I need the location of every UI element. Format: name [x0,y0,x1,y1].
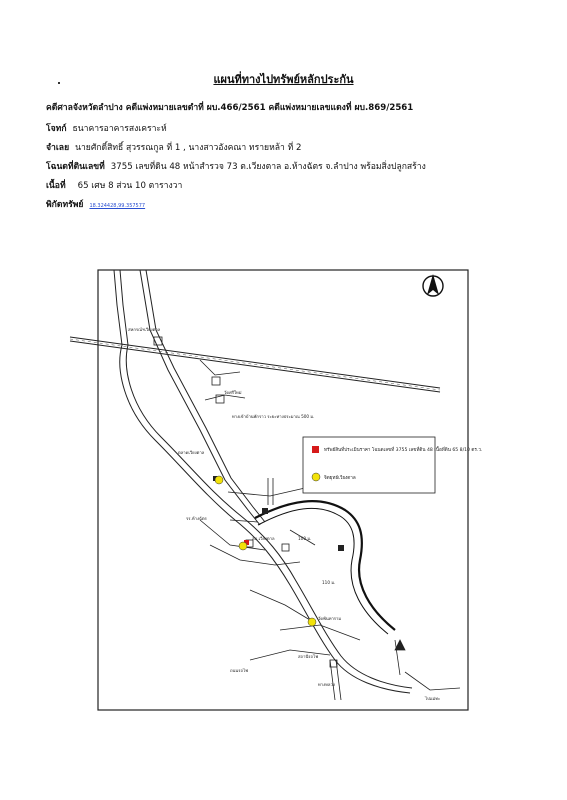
secondary-road [140,270,265,525]
map-label-hospital: สหกรณ์ฯเวียงตาล [128,327,161,332]
area-line [46,178,182,192]
legend-landmark-swatch [312,473,320,481]
map-label-temple: วัดพันทาราม [318,616,342,621]
map-label-bottom-right: ไปแม่ทะ [425,696,441,701]
map-label-road-bottom: ทางหลวง [318,682,335,687]
east-road [255,501,395,634]
coords-label: พิกัดทรัพย์ [46,200,84,210]
deed-line [46,159,426,173]
legend-property-swatch [312,446,319,453]
map-label-police: สภ.เวียงตาล [252,536,275,541]
local-roads [200,360,460,700]
landmark-marker-3 [308,618,316,626]
defendant-label: จำเลย [46,143,70,153]
coords-line [46,197,145,211]
map-label-distance: ทางเข้าบ้านพักราว ระยะทางประมาณ 500 ม. [232,414,315,419]
court-case-line: คดีศาลจังหวัดลำปาง คดีแพ่งหมายเลขดำที่ ผบ.466/2561 คดีแพ่งหมายเลขแดงที่ ผบ.869/2561 [46,103,414,113]
map-label-wat: วัดศรีใหม่ [224,390,242,395]
route-map [0,255,567,725]
coords-link[interactable]: 18.324428,99.357577 [89,203,146,209]
deed-value: 3755 เลขที่ดิน 48 หน้าสำรวจ 73 ต.เวียงตาล อ.ห้างฉัตร จ.ลำปาง พร้อมสิ่งปลูกสร้าง [110,162,426,172]
map-legend [303,437,482,493]
stray-mark [58,82,60,84]
landmark-marker-1 [215,476,223,484]
landmark-marker-2 [239,542,247,550]
deed-label: โฉนดที่ดินเลขที่ [46,162,105,172]
defendant-value: นายศักดิ์สิทธิ์ สุวรรณกูล ที่ 1 , นางสาวอังคณา ทรายหล้า ที่ 2 [75,143,302,153]
page-title: แผนที่ทางไปทรัพย์หลักประกัน [213,73,354,86]
map-label-market: ตลาดเวียงตาล [178,450,205,455]
railway-line [70,337,440,392]
map-label-km2: 110 ม. [322,580,336,585]
map-label-km: 100 ม. [298,536,312,541]
area-label: เนื้อที่ [46,181,66,191]
map-label-school: รร.ห้างฉัตร [186,516,207,521]
map-label-bottom-mid: ถนนรถไฟ [230,668,249,673]
plaintiff-value: ธนาคารอาคารสงเคราะห์ [72,124,167,134]
building-icons [154,337,405,667]
defendant-line [46,140,301,154]
map-label-station: สถานีรถไฟ [298,654,319,659]
plaintiff-label: โจทก์ [46,124,67,134]
north-arrow-icon [423,274,443,296]
area-value: 65 เศษ 8 ส่วน 10 ตารางวา [77,181,183,191]
legend-landmark-label: จิตยุทธ์เวียงตาล [324,476,356,481]
legend-property-label: ทรัพย์สินที่ประเมินราคา โฉนดเลขที่ 3755 เลขที่ดิน 48 เนื้อที่ดิน 65 8/10 ตร.ว. [324,448,483,453]
plaintiff-line [46,121,167,135]
